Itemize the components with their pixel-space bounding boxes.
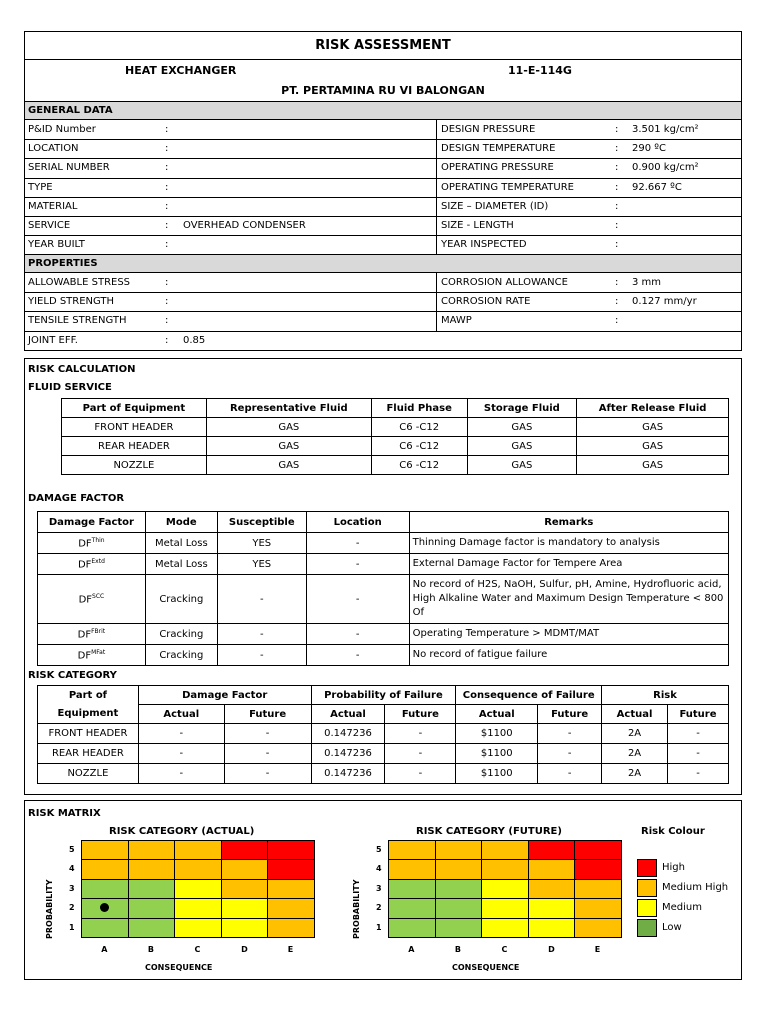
field-label: P&ID Number	[28, 124, 96, 135]
field-label: OPERATING TEMPERATURE	[441, 181, 574, 193]
row-divider	[25, 216, 741, 217]
matrix-cell	[82, 918, 129, 937]
column-header: Susceptible	[217, 512, 306, 533]
table-cell: C6 -C12	[371, 456, 467, 475]
df-symbol: DF	[78, 594, 93, 606]
susceptible-cell: -	[217, 624, 306, 645]
matrix-cell	[128, 918, 175, 937]
table-cell: -	[668, 744, 729, 764]
probability-tick: 1	[376, 922, 382, 932]
column-header: Mode	[145, 512, 217, 533]
document-title: RISK ASSESSMENT	[315, 38, 451, 53]
sub-header: Actual	[138, 705, 224, 724]
mode-cell: Cracking	[145, 645, 217, 666]
field-label: YIELD STRENGTH	[28, 296, 115, 308]
probability-tick: 5	[376, 845, 382, 854]
table-cell: GAS	[577, 456, 729, 475]
row-divider	[25, 311, 741, 312]
company-name: PT. PERTAMINA RU VI BALONGAN	[281, 84, 485, 97]
table-cell: GAS	[467, 418, 577, 437]
probability-axis-label: PROBABILITY	[45, 879, 54, 939]
legend-label: Medium	[662, 902, 702, 913]
matrix-cell	[482, 918, 529, 937]
matrix-cell	[221, 918, 268, 937]
table-cell: -	[538, 764, 602, 784]
field-label: JOINT EFF.	[28, 334, 78, 346]
damage-factor-cell	[38, 575, 146, 624]
sub-header: Future	[538, 705, 602, 724]
field-label: YEAR BUILT	[28, 239, 85, 251]
matrix-future-title: RISK CATEGORY (FUTURE)	[416, 826, 562, 837]
row-divider	[25, 197, 741, 198]
table-row	[38, 724, 729, 744]
risk-category-title: RISK CATEGORY	[28, 670, 117, 681]
sub-header: Future	[668, 705, 729, 724]
table-cell: $1100	[456, 724, 538, 744]
legend-swatch	[637, 919, 657, 937]
matrix-cell	[575, 918, 622, 937]
consequence-axis-label: CONSEQUENCE	[452, 963, 520, 972]
table-cell: -	[385, 744, 456, 764]
equipment-tag: 11-E-114G	[508, 64, 572, 77]
matrix-cell	[482, 860, 529, 879]
table-cell: -	[538, 744, 602, 764]
field-label: ALLOWABLE STRESS	[28, 277, 131, 288]
field-colon: :	[165, 334, 169, 346]
risk-calculation-section	[24, 358, 742, 795]
legend-label: Low	[662, 922, 682, 933]
field-value: 0.900 kg/cm²	[632, 162, 699, 174]
table-cell: GAS	[577, 437, 729, 456]
field-colon: :	[165, 124, 169, 135]
consequence-tick: A	[101, 945, 108, 954]
remarks-cell: No record of H2S, NaOH, Sulfur, pH, Amine, Hydrofluoric acid, High Alkaline Water and Maximum Design Temperature < 800 Of	[409, 575, 728, 624]
matrix-cell	[128, 879, 175, 898]
group-header: Consequence of Failure	[456, 686, 602, 705]
table-cell: 2A	[602, 724, 668, 744]
field-label: CORROSION RATE	[441, 296, 531, 308]
probability-tick: 3	[376, 883, 382, 893]
matrix-grid	[388, 840, 622, 938]
matrix-cell	[389, 918, 436, 937]
consequence-tick: A	[408, 945, 415, 954]
matrix-cell	[175, 899, 222, 918]
field-value: 3.501 kg/cm²	[632, 124, 699, 135]
field-colon: :	[165, 143, 169, 155]
field-label: CORROSION ALLOWANCE	[441, 277, 568, 288]
damage-factor-title: DAMAGE FACTOR	[28, 493, 125, 504]
matrix-row	[389, 860, 622, 879]
matrix-grid	[81, 840, 315, 938]
table-row	[38, 533, 729, 554]
matrix-cell	[435, 879, 482, 898]
probability-tick: 5	[69, 845, 75, 854]
matrix-cell	[82, 879, 129, 898]
field-label: SERIAL NUMBER	[28, 162, 110, 174]
remarks-cell: Thinning Damage factor is mandatory to analysis	[409, 533, 728, 554]
location-cell: -	[306, 624, 409, 645]
probability-tick: 2	[69, 903, 75, 913]
group-header: Probability of Failure	[311, 686, 456, 705]
location-cell: -	[306, 575, 409, 624]
damage-factor-cell	[38, 624, 146, 645]
df-subscript: Extd	[91, 557, 105, 565]
row-divider	[25, 331, 741, 332]
matrix-cell	[482, 841, 529, 860]
matrix-cell	[221, 841, 268, 860]
df-symbol: DF	[77, 629, 92, 641]
field-colon: :	[615, 296, 619, 308]
consequence-tick: C	[194, 945, 201, 954]
table-cell: 0.147236	[311, 724, 385, 744]
table-cell: -	[538, 724, 602, 744]
table-cell: -	[224, 744, 311, 764]
matrix-row	[82, 879, 315, 898]
matrix-cell	[175, 860, 222, 879]
group-header: Risk	[602, 686, 729, 705]
table-cell: -	[668, 724, 729, 744]
matrix-cell	[221, 860, 268, 879]
matrix-cell	[528, 860, 575, 879]
field-value: 0.127 mm/yr	[632, 296, 697, 308]
field-colon: :	[165, 296, 169, 308]
matrix-cell	[435, 899, 482, 918]
risk-matrix-actual	[41, 840, 341, 970]
probability-tick: 1	[69, 922, 75, 932]
matrix-cell	[221, 879, 268, 898]
table-cell: C6 -C12	[371, 418, 467, 437]
matrix-cell	[128, 841, 175, 860]
field-label: SERVICE	[28, 220, 71, 231]
probability-tick: 4	[376, 864, 382, 874]
table-row	[38, 624, 729, 645]
row-divider	[25, 139, 741, 140]
sub-header: Future	[385, 705, 456, 724]
matrix-cell	[128, 899, 175, 918]
matrix-cell	[435, 860, 482, 879]
matrix-cell	[82, 841, 129, 860]
mode-cell: Cracking	[145, 575, 217, 624]
matrix-cell	[268, 879, 315, 898]
risk-matrix-title: RISK MATRIX	[28, 808, 101, 819]
table-row	[62, 456, 729, 475]
matrix-cell	[482, 879, 529, 898]
df-subscript: Thin	[91, 536, 105, 544]
field-colon: :	[165, 315, 169, 327]
matrix-cell	[268, 860, 315, 879]
consequence-tick: E	[594, 945, 601, 954]
table-cell: FRONT HEADER	[38, 724, 139, 744]
row-divider	[25, 178, 741, 179]
table-cell: REAR HEADER	[38, 744, 139, 764]
remarks-cell: Operating Temperature > MDMT/MAT	[409, 624, 728, 645]
risk-matrix-section	[24, 800, 742, 980]
field-label: LOCATION	[28, 143, 79, 155]
table-cell: -	[138, 764, 224, 784]
location-cell: -	[306, 645, 409, 666]
consequence-tick: E	[287, 945, 294, 954]
matrix-cell	[268, 899, 315, 918]
table-cell: 0.147236	[311, 764, 385, 784]
field-colon: :	[165, 200, 169, 212]
table-cell: GAS	[206, 456, 371, 475]
table-cell: GAS	[206, 418, 371, 437]
df-symbol: DF	[78, 538, 92, 550]
legend-swatch	[637, 859, 657, 877]
table-row	[38, 645, 729, 666]
sub-header: Actual	[311, 705, 385, 724]
table-cell: GAS	[206, 437, 371, 456]
general-data-header: GENERAL DATA	[25, 101, 741, 120]
mode-cell: Metal Loss	[145, 554, 217, 575]
risk-calculation-title: RISK CALCULATION	[28, 364, 136, 375]
matrix-cell	[389, 879, 436, 898]
matrix-cell	[221, 899, 268, 918]
table-cell: GAS	[467, 437, 577, 456]
mode-cell: Cracking	[145, 624, 217, 645]
table-row	[38, 744, 729, 764]
field-colon: :	[615, 220, 619, 231]
matrix-cell	[528, 899, 575, 918]
field-colon: :	[615, 315, 619, 327]
susceptible-cell: YES	[217, 554, 306, 575]
sub-header: Future	[224, 705, 311, 724]
table-cell: 2A	[602, 744, 668, 764]
matrix-row	[82, 841, 315, 860]
field-label: MATERIAL	[28, 200, 78, 212]
table-cell: NOZZLE	[38, 764, 139, 784]
matrix-cell	[575, 860, 622, 879]
probability-tick: 3	[69, 883, 75, 893]
divider	[25, 59, 741, 60]
matrix-row	[82, 918, 315, 937]
field-colon: :	[615, 277, 619, 288]
df-subscript: FBrit	[91, 627, 106, 635]
matrix-cell	[528, 841, 575, 860]
field-value: 92.667 ºC	[632, 181, 682, 193]
top-section	[24, 31, 742, 351]
column-header: Storage Fluid	[467, 399, 577, 418]
column-divider	[436, 273, 437, 331]
matrix-cell	[175, 841, 222, 860]
field-colon: :	[165, 162, 169, 174]
field-label: TYPE	[28, 181, 53, 193]
field-label: MAWP	[441, 315, 472, 327]
matrix-cell	[528, 879, 575, 898]
matrix-cell	[575, 841, 622, 860]
matrix-cell	[435, 918, 482, 937]
sub-header: Actual	[456, 705, 538, 724]
risk-category-table	[37, 685, 729, 784]
sub-header: Actual	[602, 705, 668, 724]
field-label: SIZE - LENGTH	[441, 220, 514, 231]
row-divider	[25, 292, 741, 293]
consequence-tick: D	[548, 945, 555, 954]
matrix-cell	[575, 899, 622, 918]
column-header: Location	[306, 512, 409, 533]
table-cell: $1100	[456, 744, 538, 764]
matrix-cell	[175, 918, 222, 937]
table-cell: -	[138, 724, 224, 744]
table-cell: 2A	[602, 764, 668, 784]
df-subscript: SCC	[92, 592, 105, 600]
susceptible-cell: -	[217, 645, 306, 666]
field-colon: :	[165, 181, 169, 193]
field-colon: :	[615, 124, 619, 135]
consequence-tick: C	[501, 945, 508, 954]
table-cell: -	[138, 744, 224, 764]
legend-label: High	[662, 862, 685, 873]
field-value: OVERHEAD CONDENSER	[183, 220, 306, 231]
column-header: Representative Fluid	[206, 399, 371, 418]
row-divider	[25, 158, 741, 159]
probability-tick: 4	[69, 864, 75, 874]
matrix-cell	[268, 918, 315, 937]
legend-swatch	[637, 879, 657, 897]
field-colon: :	[165, 277, 169, 288]
matrix-cell	[389, 860, 436, 879]
matrix-cell	[575, 879, 622, 898]
legend-swatch	[637, 899, 657, 917]
susceptible-cell: -	[217, 575, 306, 624]
table-cell: -	[224, 724, 311, 744]
matrix-actual-title: RISK CATEGORY (ACTUAL)	[109, 826, 255, 837]
damage-factor-cell	[38, 533, 146, 554]
consequence-tick: B	[454, 945, 461, 954]
table-cell: REAR HEADER	[62, 437, 207, 456]
row-divider	[25, 235, 741, 236]
probability-axis-label: PROBABILITY	[352, 879, 361, 939]
field-colon: :	[615, 143, 619, 155]
susceptible-cell: YES	[217, 533, 306, 554]
group-header: Damage Factor	[138, 686, 311, 705]
field-colon: :	[615, 200, 619, 212]
location-cell: -	[306, 554, 409, 575]
equipment-name: HEAT EXCHANGER	[125, 64, 237, 77]
column-header: Remarks	[409, 512, 728, 533]
table-cell: -	[668, 764, 729, 784]
matrix-cell	[128, 860, 175, 879]
consequence-tick: D	[241, 945, 248, 954]
table-cell: -	[385, 764, 456, 784]
field-label: TENSILE STRENGTH	[28, 315, 127, 327]
matrix-cell	[482, 899, 529, 918]
matrix-cell	[389, 841, 436, 860]
matrix-row	[389, 879, 622, 898]
table-cell: 0.147236	[311, 744, 385, 764]
table-row	[38, 575, 729, 624]
matrix-row	[389, 899, 622, 918]
mode-cell: Metal Loss	[145, 533, 217, 554]
remarks-cell: External Damage Factor for Tempere Area	[409, 554, 728, 575]
matrix-row	[82, 899, 315, 918]
column-header: After Release Fluid	[577, 399, 729, 418]
table-row	[38, 764, 729, 784]
matrix-cell	[175, 879, 222, 898]
field-label: SIZE – DIAMETER (ID)	[441, 200, 549, 212]
table-row	[62, 418, 729, 437]
field-colon: :	[615, 239, 619, 251]
table-cell: -	[385, 724, 456, 744]
table-cell: C6 -C12	[371, 437, 467, 456]
matrix-cell	[528, 918, 575, 937]
field-colon: :	[615, 162, 619, 174]
remarks-cell: No record of fatigue failure	[409, 645, 728, 666]
consequence-axis-label: CONSEQUENCE	[145, 963, 213, 972]
field-label: YEAR INSPECTED	[441, 239, 527, 251]
damage-factor-table	[37, 511, 729, 666]
df-symbol: DF	[77, 650, 92, 662]
legend-title: Risk Colour	[641, 826, 705, 837]
field-label: DESIGN PRESSURE	[441, 124, 536, 135]
table-row	[38, 554, 729, 575]
field-colon: :	[165, 220, 169, 231]
table-row	[62, 437, 729, 456]
field-value: 3 mm	[632, 277, 662, 288]
field-label: OPERATING PRESSURE	[441, 162, 554, 174]
table-cell: -	[224, 764, 311, 784]
matrix-row	[389, 841, 622, 860]
damage-factor-cell	[38, 554, 146, 575]
matrix-cell	[268, 841, 315, 860]
properties-header: PROPERTIES	[25, 254, 741, 273]
column-divider	[436, 120, 437, 254]
table-cell: NOZZLE	[62, 456, 207, 475]
table-cell: FRONT HEADER	[62, 418, 207, 437]
column-header: Damage Factor	[38, 512, 146, 533]
field-value: 290 ºC	[632, 143, 666, 155]
fluid-service-table	[61, 398, 729, 475]
table-cell: $1100	[456, 764, 538, 784]
group-header: Part of Equipment	[38, 686, 139, 724]
table-cell: GAS	[577, 418, 729, 437]
matrix-cell	[435, 841, 482, 860]
fluid-service-title: FLUID SERVICE	[28, 382, 112, 393]
matrix-row	[82, 860, 315, 879]
table-cell: GAS	[467, 456, 577, 475]
matrix-cell	[389, 899, 436, 918]
field-label: DESIGN TEMPERATURE	[441, 143, 556, 155]
consequence-tick: B	[147, 945, 154, 954]
location-cell: -	[306, 533, 409, 554]
legend-label: Medium High	[662, 882, 729, 893]
matrix-row	[389, 918, 622, 937]
field-colon: :	[615, 181, 619, 193]
column-header: Fluid Phase	[371, 399, 467, 418]
column-header: Part of Equipment	[62, 399, 207, 418]
damage-factor-cell	[38, 645, 146, 666]
field-value: 0.85	[183, 334, 206, 346]
risk-matrix-future	[348, 840, 648, 970]
probability-tick: 2	[376, 903, 382, 913]
matrix-cell	[82, 860, 129, 879]
df-subscript: MFat	[91, 648, 106, 656]
field-colon: :	[165, 239, 169, 251]
df-symbol: DF	[77, 559, 92, 571]
